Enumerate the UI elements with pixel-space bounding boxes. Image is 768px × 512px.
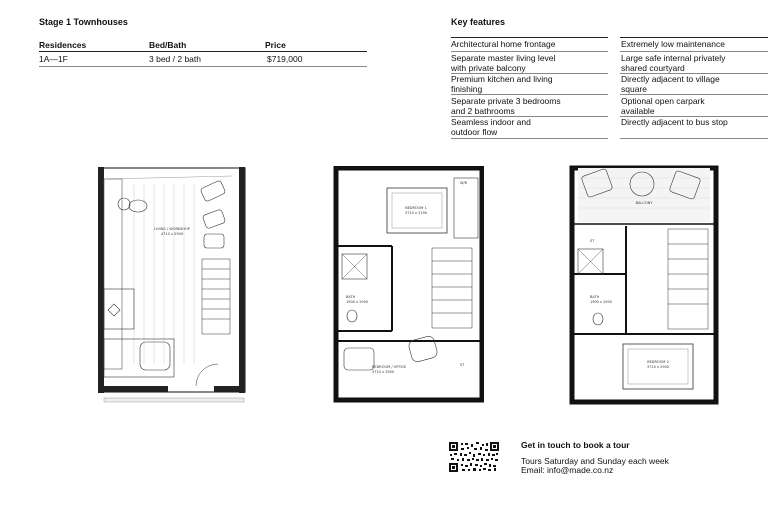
room-dims-living: 4710 x 2900 <box>160 232 184 236</box>
feature-right-2: Large safe internal privately shared courtyard <box>621 53 726 73</box>
room-label-wir: W/R <box>460 181 468 185</box>
feature-rule-right-1 <box>620 51 768 52</box>
feature-rule-right-3 <box>620 94 768 95</box>
room-label-st: ST <box>460 363 465 367</box>
col-header-price: Price <box>265 40 286 50</box>
feature-right-3: Directly adjacent to village square <box>621 74 720 94</box>
features-rule-top-right <box>620 37 768 38</box>
contact-tours-line: Tours Saturday and Sunday each week <box>521 456 669 466</box>
feature-rule-left-1 <box>451 51 608 52</box>
table-header-rule <box>39 51 367 52</box>
floor-plan-second <box>568 164 720 406</box>
room-label-st-2: ST <box>590 239 595 243</box>
room-label-bath-2: BATH <box>590 295 600 299</box>
room-label-balcony: BALCONY <box>635 201 653 205</box>
feature-left-5: Seamless indoor and outdoor flow <box>451 117 531 137</box>
room-label-bath: BATH <box>346 295 356 299</box>
feature-left-2: Separate master living level with private balcony <box>451 53 556 73</box>
feature-left-4: Separate private 3 bedrooms and 2 bathrooms <box>451 96 561 116</box>
table-title: Stage 1 Townhouses <box>39 17 128 27</box>
feature-rule-right-5 <box>620 138 768 139</box>
features-rule-top-left <box>451 37 608 38</box>
room-label-living: LIVING / WORKSHOP <box>154 227 190 231</box>
room-dims-office: 3710 x 2900 <box>372 370 395 374</box>
floor-plan-first <box>332 166 484 406</box>
room-label-bedroom-1: BEDROOM 1 <box>405 206 427 210</box>
feature-left-3: Premium kitchen and living finishing <box>451 74 553 94</box>
features-title: Key features <box>451 17 506 27</box>
feature-right-5: Directly adjacent to bus stop <box>621 117 728 127</box>
floor-plan-ground <box>94 164 254 406</box>
room-dims-bath: 1900 x 2900 <box>346 300 369 304</box>
room-dims-bedroom-1: 3710 x 3190 <box>404 211 428 215</box>
room-label-office: BEDROOM / OFFICE <box>372 365 407 369</box>
table-row-rule <box>39 66 367 67</box>
qr-code-icon[interactable] <box>449 442 499 472</box>
cell-bed-bath: 3 bed / 2 bath <box>149 54 201 64</box>
contact-title: Get in touch to book a tour <box>521 440 630 450</box>
feature-left-1: Architectural home frontage <box>451 39 556 49</box>
feature-rule-left-5 <box>451 138 608 139</box>
contact-email-line[interactable]: Email: info@made.co.nz <box>521 465 614 475</box>
cell-price: $719,000 <box>267 54 303 64</box>
room-label-bedroom-2: BEDROOM 2 <box>647 360 669 364</box>
room-dims-bath-2: 1900 x 2900 <box>590 300 613 304</box>
feature-right-1: Extremely low maintenance <box>621 39 725 49</box>
col-header-bed-bath: Bed/Bath <box>149 40 187 50</box>
feature-rule-left-3 <box>451 94 608 95</box>
col-header-residences: Residences <box>39 40 87 50</box>
feature-right-4: Optional open carpark available <box>621 96 705 116</box>
room-dims-bedroom-2: 3710 x 2900 <box>646 365 670 369</box>
cell-residences: 1A—1F <box>39 54 68 64</box>
